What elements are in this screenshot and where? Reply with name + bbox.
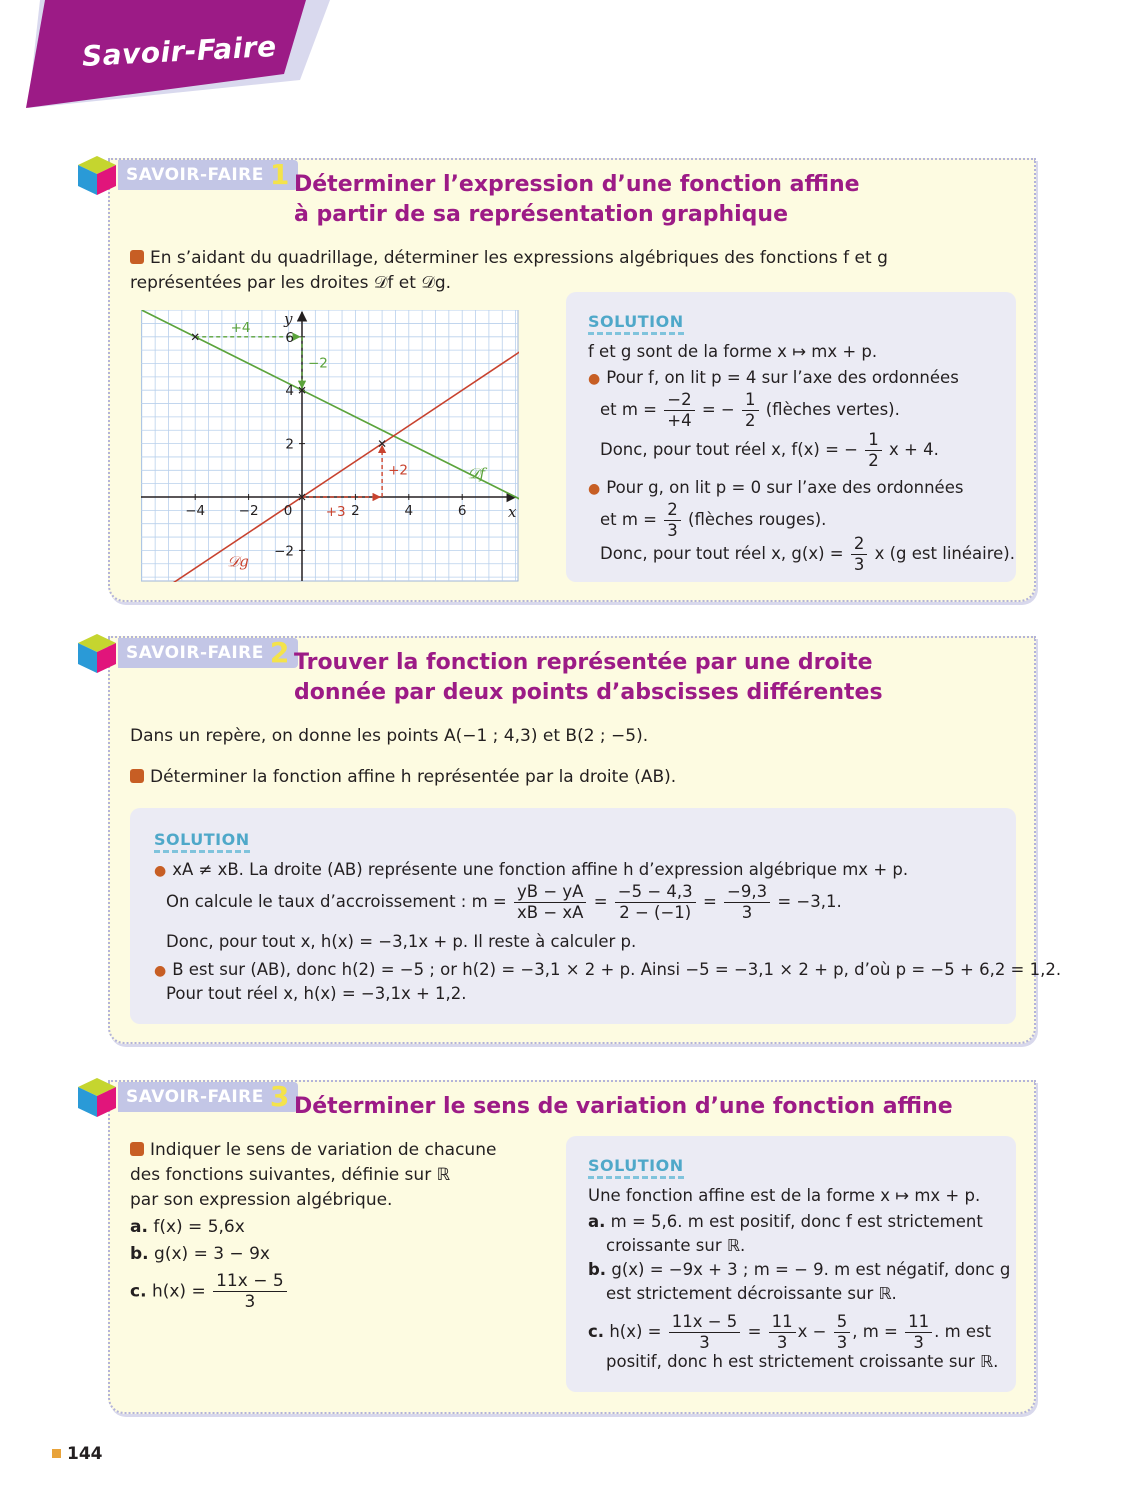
savoir-faire-1-solution (566, 292, 1016, 582)
x-tick-label: 4 (404, 503, 414, 519)
annotation-label: +4 (230, 319, 251, 336)
savoir-faire-2-intro: Dans un repère, on donne les points A(−1 ; 4,3) et B(2 ; −5). (130, 726, 649, 746)
x-tick-label: 0 (283, 503, 293, 519)
annotation-label: +3 (325, 504, 346, 520)
sf3-solution-c-1: c. h(x) = $\frac{11x - 5}{3}$ = $\frac{11}{3}$ x − $\frac{5}{3}$ , m = $\frac{11}{3}$ . m est (588, 1312, 992, 1352)
sf3-solution-c-2: positif, donc h est strictement croissante sur ℝ. (606, 1352, 999, 1371)
page-marker-icon (52, 1449, 61, 1458)
y-tick-label: 6 (285, 329, 294, 346)
savoir-faire-2-title: Trouver la fonction représentée par une droite donnée par deux points d’abscisses différentes (294, 650, 883, 705)
savoir-faire-3-solution (566, 1136, 1016, 1392)
savoir-faire-3-title: Déterminer le sens de variation d’une fonction affine (294, 1094, 953, 1119)
y-tick-label: 4 (285, 383, 294, 400)
sf2-solution-line-1: ● xA ≠ xB. La droite (AB) représente une fonction affine h d’expression algébrique mx + p. (154, 860, 909, 879)
savoir-faire-1-label: SAVOIR-FAIRE 1 (118, 160, 298, 190)
sf3-solution-a-2: croissante sur ℝ. (606, 1236, 746, 1255)
sf1-solution-line-7: Donc, pour tout réel x, g(x) = $\frac{2}{3}$ x (g est linéaire). (600, 534, 1015, 574)
x-axis-label: x (508, 503, 517, 521)
sf2-solution-line-4: ● B est sur (AB), donc h(2) = −5 ; or h(2) = −3,1 × 2 + p. Ainsi −5 = −3,1 × 2 + p, d’où p = −5 + 6,2 = 1,2. (154, 960, 1062, 979)
savoir-faire-3-card (108, 1080, 1036, 1414)
savoir-faire-1-card (108, 158, 1036, 602)
savoir-faire-1-tab (76, 154, 316, 196)
x-tick-label: −2 (238, 503, 259, 519)
savoir-faire-1-title: Déterminer l’expression d’une fonction affine à partir de sa représentation graphique (294, 172, 860, 227)
sf3-solution-line-1: Une fonction affine est de la forme x ↦ mx + p. (588, 1186, 981, 1205)
sf1-solution-line-3: et m = $\frac{-2}{+4}$ = − $\frac{1}{2}$ (flèches vertes). (600, 390, 900, 430)
bullet-icon (130, 1142, 144, 1156)
sf3-solution-b-1: b. g(x) = −9x + 3 ; m = − 9. m est négatif, donc g (588, 1260, 1011, 1279)
x-tick-label: 2 (351, 503, 360, 519)
bullet-icon (130, 250, 144, 264)
sf1-solution-line-5: ● Pour g, on lit p = 0 sur l’axe des ordonnées (588, 478, 964, 497)
banner-title: Savoir-Faire (81, 29, 278, 73)
savoir-faire-2-tab (76, 632, 316, 674)
sf2-solution-line-2: On calcule le taux d’accroissement : m = $\frac{yB - yA}{xB - xA}$ = $\frac{-5 - 4,3}{2 - (-1)}$ = $\frac{-9,3}{3}$ = −3,1. (166, 882, 842, 922)
sf1-solution-line-2: ● Pour f, on lit p = 4 sur l’axe des ordonnées (588, 368, 959, 387)
x-tick-label: 6 (457, 503, 467, 519)
savoir-faire-3-tab (76, 1076, 316, 1118)
annotation-label: −2 (308, 355, 328, 372)
cube-icon (76, 1076, 118, 1118)
series-label: 𝒟g (227, 552, 249, 571)
solution-label: SOLUTION (588, 312, 684, 335)
sf3-solution-a-1: a. m = 5,6. m est positif, donc f est strictement (588, 1212, 983, 1231)
x-tick-label: −4 (185, 503, 206, 519)
y-axis-label: y (284, 310, 293, 328)
cube-icon (76, 154, 118, 196)
cube-icon (76, 632, 118, 674)
y-tick-label: −2 (274, 543, 294, 560)
series-label: 𝒟f (467, 464, 486, 483)
savoir-faire-2-question: Déterminer la fonction affine h représentée par la droite (AB). (130, 765, 676, 790)
sf3-solution-b-2: est strictement décroissante sur ℝ. (606, 1284, 897, 1303)
y-tick-label: 2 (285, 436, 294, 453)
sf2-solution-line-3: Donc, pour tout x, h(x) = −3,1x + p. Il reste à calculer p. (166, 932, 637, 951)
sf2-solution-line-5: Pour tout réel x, h(x) = −3,1x + 1,2. (166, 984, 467, 1003)
savoir-faire-1-question: En s’aidant du quadrillage, déterminer les expressions algébriques des fonctions f et g représentées par les droites 𝒟f et 𝒟g. (130, 248, 888, 293)
savoir-faire-2-solution (130, 808, 1062, 1024)
savoir-faire-2-label: SAVOIR-FAIRE 2 (118, 638, 298, 668)
affine-functions-graph (141, 310, 519, 582)
savoir-faire-3-label: SAVOIR-FAIRE 3 (118, 1082, 298, 1112)
solution-label: SOLUTION (588, 1156, 684, 1179)
sf1-solution-line-4: Donc, pour tout réel x, f(x) = − $\frac{1}{2}$ x + 4. (600, 430, 939, 470)
bullet-icon (130, 769, 144, 783)
savoir-faire-3-question: Indiquer le sens de variation de chacune des fonctions suivantes, définie sur ℝ par son expression algébrique. a. f(x) = 5,6x b. g(x) = 3 − 9x c. h(x) = $\frac{11x - 5}{3}$ (130, 1140, 497, 1312)
annotation-label: +2 (388, 462, 409, 479)
page-number: 144 (52, 1444, 103, 1464)
savoir-faire-2-card (108, 636, 1062, 1044)
solution-label: SOLUTION (154, 830, 250, 853)
sf1-solution-line-1: f et g sont de la forme x ↦ mx + p. (588, 342, 878, 361)
sf1-solution-line-6: et m = $\frac{2}{3}$ (flèches rouges). (600, 500, 827, 540)
